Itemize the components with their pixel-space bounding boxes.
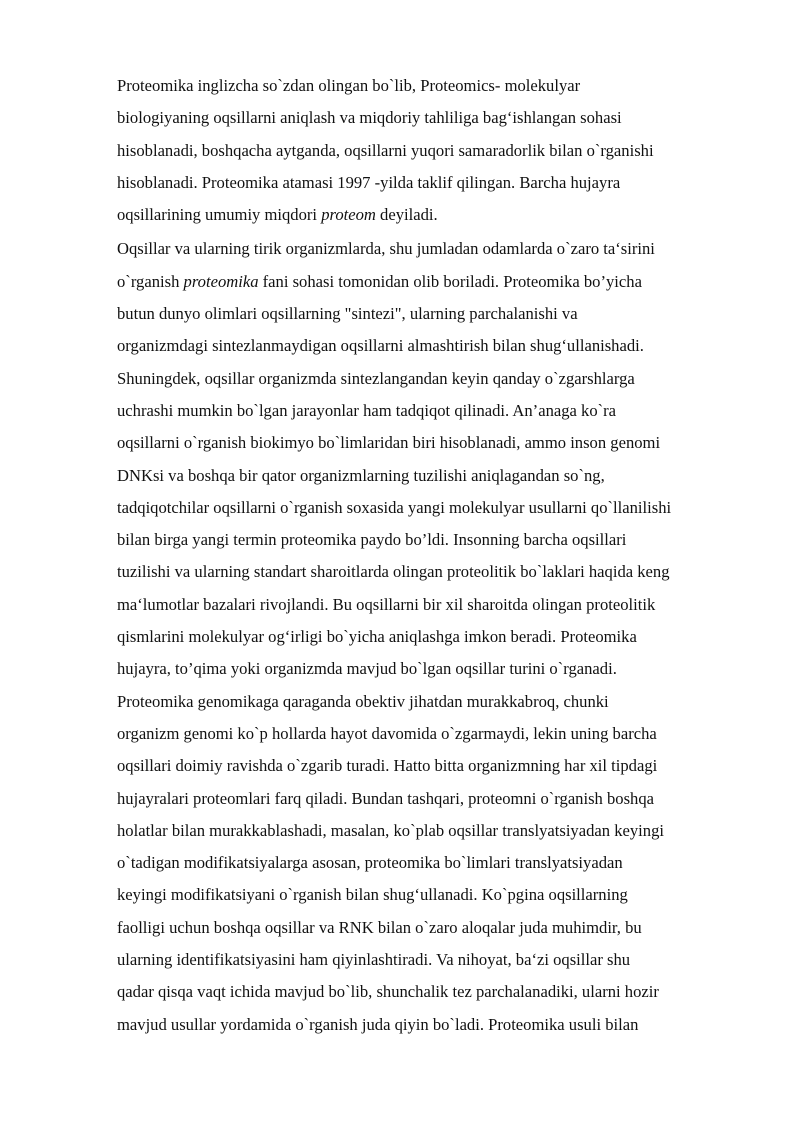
text-line [117, 847, 747, 879]
text-segment: butun dunyo olimlari oqsillarning "sintezi", ularning parchalanishi va [117, 304, 578, 324]
text-line [117, 135, 747, 167]
text-segment: hujayralari proteomlari farq qiladi. Bundan tashqari, proteomni o`rganish boshqa [117, 788, 655, 808]
text-segment: mavjud usullar yordamida o`rganish juda qiyin bo`ladi. Proteomika usuli bilan [117, 1014, 639, 1034]
text-segment: qadar qisqa vaqt ichida mavjud bo`lib, shunchalik tez parchalanadiki, ularni hozir [117, 982, 659, 1002]
text-line [117, 70, 747, 102]
text-line [117, 266, 747, 298]
italic-term: proteom [321, 205, 376, 225]
text-line [117, 976, 747, 1008]
text-segment: oqsillarining umumiy miqdori [117, 205, 322, 225]
text-segment: o`rganish [117, 271, 184, 291]
text-segment: bilan birga yangi termin proteomika paydo bo’ldi. Insonning barcha oqsillari [117, 530, 627, 550]
text-line [117, 524, 747, 556]
text-line [117, 686, 747, 718]
text-line [117, 944, 747, 976]
text-line [117, 363, 747, 395]
text-segment: o`tadigan modifikatsiyalarga asosan, proteomika bo`limlari translyatsiyadan [117, 853, 623, 873]
text-line [117, 556, 747, 588]
text-segment: Shuningdek, oqsillar organizmda sintezlangandan keyin qanday o`zgarshlarga [117, 368, 635, 388]
text-segment: keyingi modifikatsiyani o`rganish bilan shug‘ullanadi. Ko`pgina oqsillarning [117, 885, 628, 905]
text-line [117, 815, 747, 847]
text-line [117, 460, 747, 492]
text-line [117, 621, 747, 653]
document-page [117, 70, 747, 1041]
text-segment: organizm genomi ko`p hollarda hayot davomida o`zgarmaydi, lekin uning barcha [117, 723, 657, 743]
paragraph-intro [117, 70, 747, 231]
text-segment: qismlarini molekulyar og‘irligi bo`yicha aniqlashga imkon beradi. Proteomika [117, 627, 637, 647]
text-line [117, 879, 747, 911]
text-line [117, 102, 747, 134]
text-segment: tuzilishi va ularning standart sharoitlarda olingan proteolitik bo`laklari haqida keng [117, 562, 670, 582]
text-segment: organizmdagi sintezlanmaydigan oqsillarni almashtirish bilan shug‘ullanishadi. [117, 336, 644, 356]
text-line [117, 427, 747, 459]
text-segment: tadqiqotchilar oqsillarni o`rganish soxasida yangi molekulyar usullarni qo`llanilishi [117, 497, 672, 517]
text-segment: deyiladi. [375, 205, 438, 225]
text-line [117, 589, 747, 621]
text-line [117, 750, 747, 782]
text-line [117, 199, 747, 231]
text-line [117, 492, 747, 524]
text-segment: hujayra, to’qima yoki organizmda mavjud bo`lgan oqsillar turini o`rganadi. [117, 659, 617, 679]
text-line [117, 330, 747, 362]
text-segment: faolligi uchun boshqa oqsillar va RNK bilan o`zaro aloqalar juda muhimdir, bu [117, 917, 642, 937]
text-line [117, 233, 747, 265]
text-line [117, 298, 747, 330]
italic-term: proteomika [183, 271, 259, 291]
text-segment: Proteomika inglizcha so`zdan olingan bo`lib, Proteomics- molekulyar [117, 76, 581, 95]
text-segment: ma‘lumotlar bazalari rivojlandi. Bu oqsillarni bir xil sharoitda olingan proteolitik [117, 594, 656, 614]
text-segment: Proteomika genomikaga qaraganda obektiv jihatdan murakkabroq, chunki [117, 691, 609, 711]
text-segment: oqsillarni o`rganish biokimyo bo`limlaridan biri hisoblanadi, ammo inson genomi [117, 433, 661, 453]
text-line [117, 1009, 747, 1041]
text-segment: hisoblanadi. Proteomika atamasi 1997 -yilda taklif qilingan. Barcha hujayra [117, 172, 621, 192]
text-segment: uchrashi mumkin bo`lgan jarayonlar ham tadqiqot qilinadi. An’anaga ko`ra [117, 400, 617, 420]
text-line [117, 912, 747, 944]
text-line [117, 783, 747, 815]
text-segment: oqsillari doimiy ravishda o`zgarib turadi. Hatto bitta organizmning har xil tipdagi [117, 756, 658, 776]
text-segment: DNKsi va boshqa bir qator organizmlarning tuzilishi aniqlagandan so`ng, [117, 465, 605, 485]
text-segment: biologiyaning oqsillarni aniqlash va miqdoriy tahliliga bag‘ishlangan sohasi [117, 108, 622, 128]
text-segment: hisoblanadi, boshqacha aytganda, oqsillarni yuqori samaradorlik bilan o`rganishi [117, 140, 654, 160]
text-segment: fani sohasi tomonidan olib boriladi. Proteomika bo’yicha [258, 271, 642, 291]
paragraph-body [117, 233, 747, 1040]
text-segment: holatlar bilan murakkablashadi, masalan, ko`plab oqsillar translyatsiyadan keyingi [117, 820, 664, 840]
text-segment: ularning identifikatsiyasini ham qiyinlashtiradi. Va nihoyat, ba‘zi oqsillar shu [117, 950, 631, 970]
text-segment: Oqsillar va ularning tirik organizmlarda, shu jumladan odamlarda o`zaro ta‘sirini [117, 239, 655, 259]
text-line [117, 395, 747, 427]
text-line [117, 653, 747, 685]
text-line [117, 718, 747, 750]
text-line [117, 167, 747, 199]
